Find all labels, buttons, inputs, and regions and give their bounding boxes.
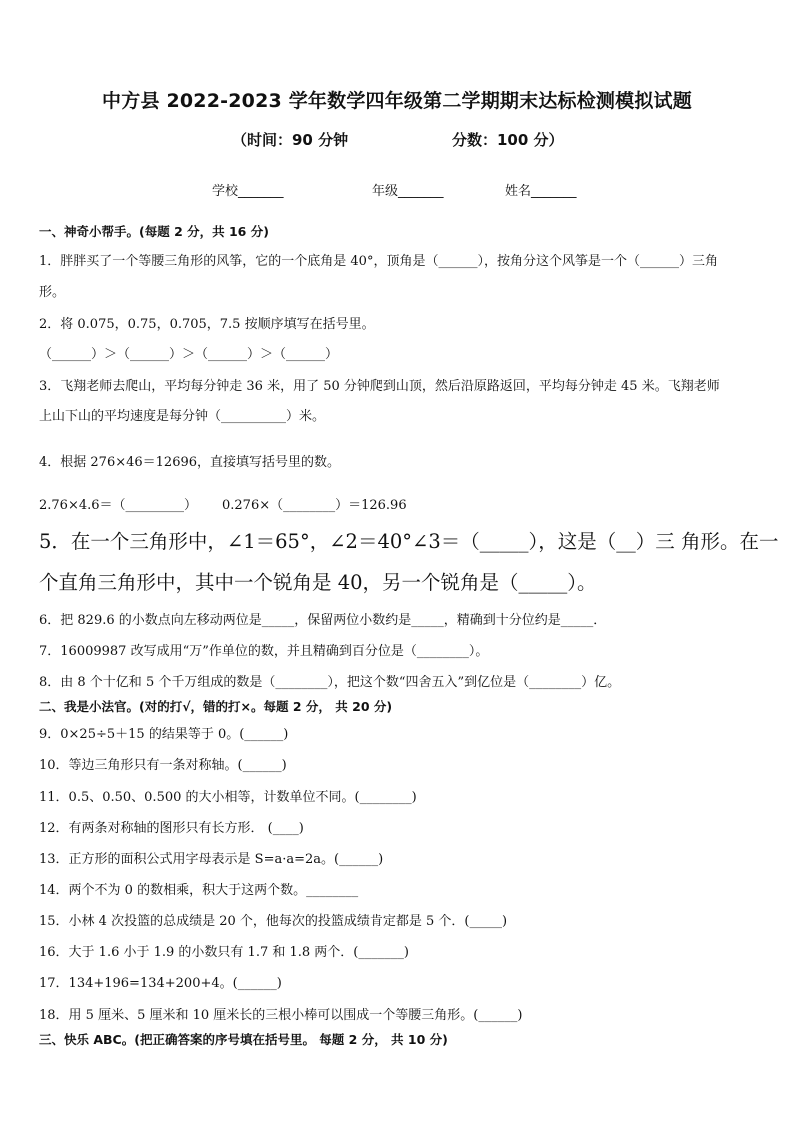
section-1-heading: 一、神奇小帮手。(每题 2 分，共 16 分) bbox=[39, 224, 269, 239]
question-3-line-2: 上山下山的平均速度是每分钟（__________）米。 bbox=[39, 409, 326, 424]
question-5-line-2: 个直角三角形中，其中一个锐角是 40，另一个锐角是（_____）。 bbox=[39, 571, 597, 594]
section-2-heading: 二、我是小法官。(对的打√，错的打×。每题 2 分， 共 20 分) bbox=[39, 699, 393, 714]
question-18: 18．用 5 厘米、5 厘米和 10 厘米长的三根小棒可以围成一个等腰三角形。(______) bbox=[39, 1008, 523, 1023]
question-5-line-1: 5．在一个三角形中，∠1＝65°，∠2＝40°∠3＝（_____），这是（__）三 角形。在一 bbox=[39, 530, 779, 553]
question-4-line-1: 4．根据 276×46＝12696，直接填写括号里的数。 bbox=[39, 455, 341, 470]
exam-time: （时间：90 分钟 bbox=[232, 131, 349, 149]
question-2-line-2: （______）＞（______）＞（______）＞（______） bbox=[39, 347, 339, 362]
question-17: 17．134+196=134+200+4。(______) bbox=[39, 976, 282, 991]
grade-field: 年级_______ bbox=[372, 184, 444, 199]
name-field: 姓名_______ bbox=[505, 184, 577, 199]
question-11: 11．0.5、0.50、0.500 的大小相等，计数单位不同。(________) bbox=[39, 790, 417, 805]
question-1-line-2: 形。 bbox=[39, 285, 66, 300]
question-10: 10．等边三角形只有一条对称轴。(______) bbox=[39, 758, 287, 773]
page-title: 中方县 2022-2023 学年数学四年级第二学期期末达标检测模拟试题 bbox=[102, 90, 692, 112]
school-field: 学校_______ bbox=[212, 184, 284, 199]
question-9: 9．0×25÷5＋15 的结果等于 0。(______) bbox=[39, 727, 289, 742]
section-3-heading: 三、快乐 ABC。(把正确答案的序号填在括号里。 每题 2 分， 共 10 分) bbox=[39, 1032, 448, 1047]
question-4-blank-b: 0.276×（________）＝126.96 bbox=[222, 498, 407, 513]
question-6: 6．把 829.6 的小数点向左移动两位是_____，保留两位小数约是_____，精确到十分位约是_____． bbox=[39, 613, 607, 628]
question-8: 8．由 8 个十亿和 5 个千万组成的数是（________），把这个数“四舍五入”到亿位是（________）亿。 bbox=[39, 675, 621, 690]
exam-score: 分数：100 分） bbox=[452, 131, 564, 149]
question-13: 13．正方形的面积公式用字母表示是 S=a·a=2a。(______) bbox=[39, 852, 384, 867]
question-14: 14．两个不为 0 的数相乘，积大于这两个数。________ bbox=[39, 883, 359, 898]
question-2-line-1: 2．将 0.075，0.75，0.705，7.5 按顺序填写在括号里。 bbox=[39, 317, 375, 332]
question-1-line-1: 1．胖胖买了一个等腰三角形的风筝，它的一个底角是 40°，顶角是（______），按角分这个风筝是一个（______）三角 bbox=[39, 254, 718, 269]
question-4-blank-a: 2.76×4.6＝（_________） bbox=[39, 498, 198, 513]
question-7: 7．16009987 改写成用“万”作单位的数，并且精确到百分位是（________）。 bbox=[39, 644, 489, 659]
question-15: 15．小林 4 次投篮的总成绩是 20 个，他每次的投篮成绩肯定都是 5 个．(_____) bbox=[39, 914, 508, 929]
question-16: 16．大于 1.6 小于 1.9 的小数只有 1.7 和 1.8 两个．(_______) bbox=[39, 945, 409, 960]
question-12: 12．有两条对称轴的图形只有长方形． (____) bbox=[39, 821, 304, 836]
question-3-line-1: 3．飞翔老师去爬山，平均每分钟走 36 米，用了 50 分钟爬到山顶，然后沿原路返回，平均每分钟走 45 米。飞翔老师 bbox=[39, 379, 720, 394]
